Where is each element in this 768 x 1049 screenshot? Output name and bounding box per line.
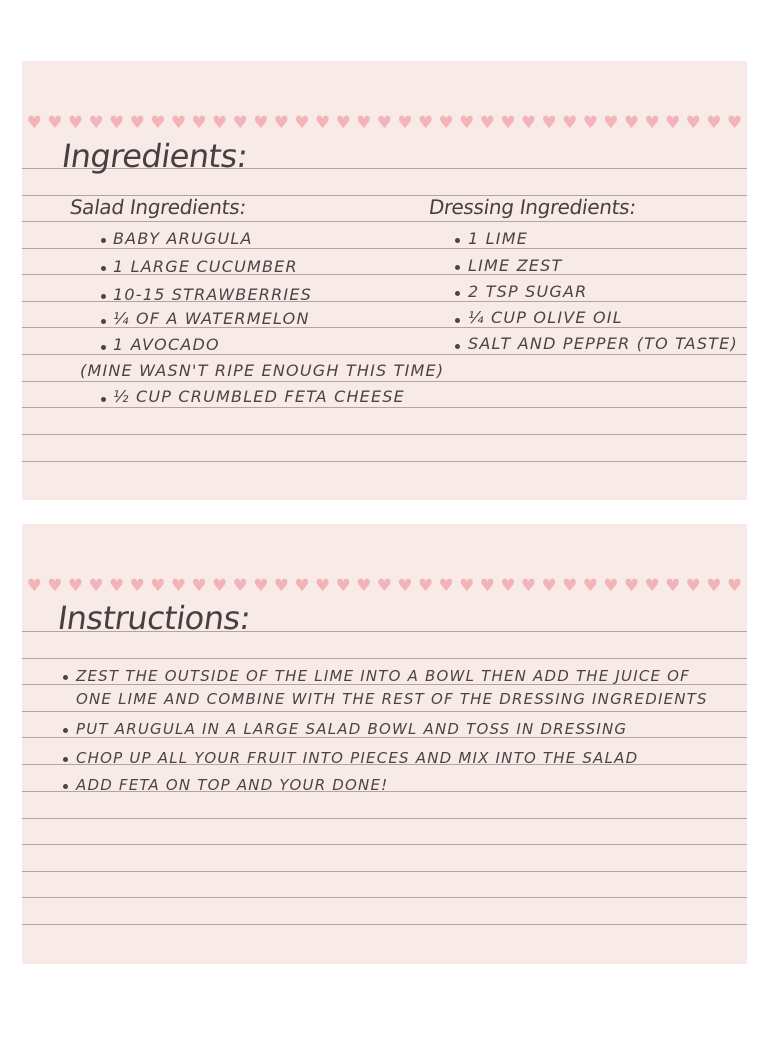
bullet-icon [63,757,68,762]
list-item: LIME ZEST [468,256,563,275]
heart-icon: ♥ [438,113,454,133]
heart-icon: ♥ [685,113,701,133]
list-item: ¼ CUP OLIVE OIL [468,308,623,327]
heart-icon: ♥ [129,576,145,596]
list-item: 1 AVOCADO [113,335,220,354]
heart-icon: ♥ [520,576,537,596]
heart-icon: ♥ [335,113,351,133]
heart-icon: ♥ [562,113,578,133]
ingredients-card [22,61,747,500]
heart-icon: ♥ [603,113,619,133]
heart-icon: ♥ [335,576,351,596]
instructions-title: Instructions: [55,599,253,637]
heart-icon: ♥ [253,576,269,596]
heart-icon: ♥ [665,113,681,133]
list-item: 10-15 STRAWBERRIES [113,285,313,304]
bullet-icon [101,345,106,350]
heart-icon: ♥ [150,113,166,133]
list-item: ½ CUP CRUMBLED FETA CHEESE [113,387,405,406]
heart-icon: ♥ [232,113,248,133]
instructions-card [22,524,747,964]
heart-icon: ♥ [212,113,228,133]
heart-icon: ♥ [500,113,516,133]
heart-border [26,114,747,132]
heart-icon: ♥ [459,113,475,133]
rule-line [22,434,747,435]
rule-line [22,871,747,872]
rule-line [22,248,747,249]
bullet-icon [101,266,106,271]
heart-icon: ♥ [212,576,228,596]
heart-icon: ♥ [623,576,640,596]
heart-icon: ♥ [644,576,660,596]
instruction-step: ZEST THE OUTSIDE OF THE LIME INTO A BOWL THEN ADD THE JUICE OF ONE LIME AND COMBINE WITH THE REST OF THE DRESSING INGREDIENTS [76,667,708,708]
heart-icon: ♥ [88,576,104,596]
heart-icon: ♥ [623,113,640,133]
heart-icon: ♥ [253,113,269,133]
rule-line [22,461,747,462]
rule-line [22,407,747,408]
rule-line [22,221,747,222]
heart-icon: ♥ [685,576,701,596]
rule-line [22,354,747,355]
rule-line [22,711,747,712]
heart-icon: ♥ [459,576,475,596]
heart-icon: ♥ [417,576,434,596]
list-item: SALT AND PEPPER (TO TASTE) [468,334,738,353]
rule-line [22,381,747,382]
heart-icon: ♥ [479,576,495,596]
heart-icon: ♥ [47,113,63,133]
heart-icon: ♥ [170,576,187,596]
heart-icon: ♥ [109,576,125,596]
heart-icon: ♥ [47,576,63,596]
heart-icon: ♥ [314,113,331,133]
heart-icon: ♥ [397,113,413,133]
heart-icon: ♥ [273,113,290,133]
dressing-ingredients-heading: Dressing Ingredients: [427,195,638,219]
heart-icon: ♥ [376,576,393,596]
bullet-icon [455,318,460,323]
heart-icon: ♥ [314,576,331,596]
heart-icon: ♥ [191,576,207,596]
list-item: 1 LIME [468,229,529,248]
bullet-icon [63,784,68,789]
heart-icon: ♥ [582,113,598,133]
list-item: 1 LARGE CUCUMBER [113,257,298,276]
heart-icon: ♥ [376,113,393,133]
heart-icon: ♥ [294,576,310,596]
bullet-icon [455,344,460,349]
heart-icon: ♥ [67,113,84,133]
bullet-icon [101,294,106,299]
heart-icon: ♥ [706,113,722,133]
heart-icon: ♥ [356,113,372,133]
instruction-step: CHOP UP ALL YOUR FRUIT INTO PIECES AND MIX INTO THE SALAD [76,749,639,767]
heart-icon: ♥ [541,113,557,133]
instruction-step: ADD FETA ON TOP AND YOUR DONE! [76,776,389,794]
bullet-icon [101,397,106,402]
heart-icon: ♥ [726,113,743,133]
heart-icon: ♥ [26,113,42,133]
bullet-icon [455,265,460,270]
heart-icon: ♥ [294,113,310,133]
bullet-icon [101,238,106,243]
heart-icon: ♥ [603,576,619,596]
list-item: ¼ OF A WATERMELON [113,309,310,328]
heart-icon: ♥ [644,113,660,133]
rule-line [22,658,747,659]
heart-icon: ♥ [129,113,145,133]
rule-line [22,844,747,845]
bullet-icon [455,291,460,296]
heart-icon: ♥ [232,576,248,596]
bullet-icon [455,238,460,243]
instruction-step: PUT ARUGULA IN A LARGE SALAD BOWL AND TOSS IN DRESSING [76,720,628,738]
heart-icon: ♥ [562,576,578,596]
heart-border [26,577,747,595]
bullet-icon [101,319,106,324]
heart-icon: ♥ [500,576,516,596]
avocado-note: (MINE WASN'T RIPE ENOUGH THIS TIME) [80,361,445,380]
heart-icon: ♥ [520,113,537,133]
bullet-icon [63,728,68,733]
heart-icon: ♥ [170,113,187,133]
heart-icon: ♥ [150,576,166,596]
heart-icon: ♥ [26,576,42,596]
heart-icon: ♥ [67,576,84,596]
bullet-icon [63,675,68,680]
heart-icon: ♥ [438,576,454,596]
list-item: BABY ARUGULA [113,229,253,248]
heart-icon: ♥ [582,576,598,596]
heart-icon: ♥ [726,576,743,596]
heart-icon: ♥ [109,113,125,133]
salad-ingredients-heading: Salad Ingredients: [68,195,248,219]
heart-icon: ♥ [665,576,681,596]
heart-icon: ♥ [479,113,495,133]
rule-line [22,818,747,819]
ingredients-title: Ingredients: [59,137,251,175]
heart-icon: ♥ [88,113,104,133]
heart-icon: ♥ [356,576,372,596]
rule-line [22,897,747,898]
heart-icon: ♥ [191,113,207,133]
heart-icon: ♥ [417,113,434,133]
heart-icon: ♥ [706,576,722,596]
heart-icon: ♥ [273,576,290,596]
heart-icon: ♥ [541,576,557,596]
heart-icon: ♥ [397,576,413,596]
list-item: 2 TSP SUGAR [468,282,588,301]
rule-line [22,924,747,925]
